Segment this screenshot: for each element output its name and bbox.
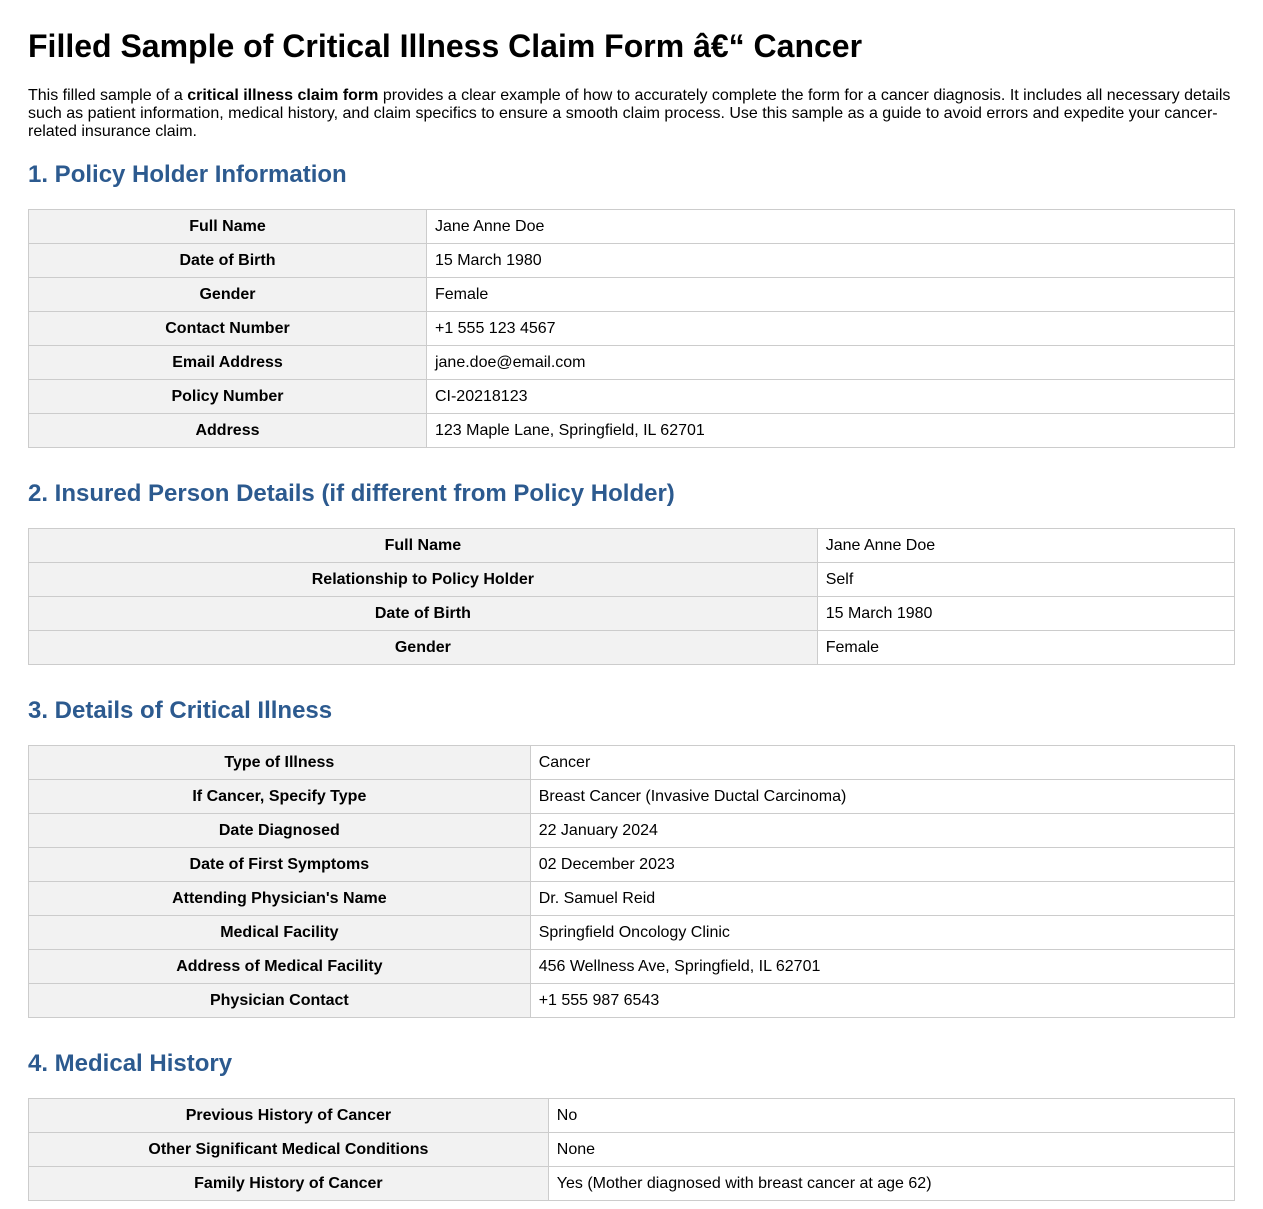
section-table xyxy=(28,528,1235,665)
table-row xyxy=(29,950,1235,984)
field-label: Gender xyxy=(29,278,427,312)
section-heading: 2. Insured Person Details (if different from Policy Holder) xyxy=(28,480,675,507)
table-row xyxy=(29,346,1235,380)
field-value: jane.doe@email.com xyxy=(426,346,1234,380)
field-value: No xyxy=(548,1099,1234,1133)
field-value: 123 Maple Lane, Springfield, IL 62701 xyxy=(426,414,1234,448)
section-heading: 4. Medical History xyxy=(28,1050,233,1077)
section-table xyxy=(28,1098,1235,1201)
field-label: Date of First Symptoms xyxy=(29,848,531,882)
field-value: Breast Cancer (Invasive Ductal Carcinoma) xyxy=(530,780,1234,814)
field-value: 15 March 1980 xyxy=(426,244,1234,278)
field-value: CI-20218123 xyxy=(426,380,1234,414)
field-label: Address xyxy=(29,414,427,448)
field-label: Physician Contact xyxy=(29,984,531,1018)
table-row xyxy=(29,414,1235,448)
field-label: Full Name xyxy=(29,210,427,244)
field-value: Dr. Samuel Reid xyxy=(530,882,1234,916)
intro-text: This filled sample of a xyxy=(28,87,188,104)
field-value: +1 555 987 6543 xyxy=(530,984,1234,1018)
field-label: Medical Facility xyxy=(29,916,531,950)
field-label: Family History of Cancer xyxy=(29,1167,549,1201)
field-label: Policy Number xyxy=(29,380,427,414)
field-label: Address of Medical Facility xyxy=(29,950,531,984)
field-value: Jane Anne Doe xyxy=(817,529,1234,563)
field-label: If Cancer, Specify Type xyxy=(29,780,531,814)
field-label: Contact Number xyxy=(29,312,427,346)
table-row xyxy=(29,916,1235,950)
table-row xyxy=(29,597,1235,631)
table-row xyxy=(29,780,1235,814)
table-row xyxy=(29,1133,1235,1167)
field-value: Self xyxy=(817,563,1234,597)
section-heading: 3. Details of Critical Illness xyxy=(28,697,333,724)
field-label: Date Diagnosed xyxy=(29,814,531,848)
table-row xyxy=(29,210,1235,244)
field-value: 15 March 1980 xyxy=(817,597,1234,631)
intro-paragraph xyxy=(28,87,1235,141)
form-sections xyxy=(28,161,1235,1201)
field-label: Other Significant Medical Conditions xyxy=(29,1133,549,1167)
field-label: Full Name xyxy=(29,529,818,563)
field-value: None xyxy=(548,1133,1234,1167)
field-value: 22 January 2024 xyxy=(530,814,1234,848)
table-row xyxy=(29,529,1235,563)
field-value: Cancer xyxy=(530,746,1234,780)
field-value: 456 Wellness Ave, Springfield, IL 62701 xyxy=(530,950,1234,984)
table-row xyxy=(29,882,1235,916)
table-row xyxy=(29,631,1235,665)
field-value: +1 555 123 4567 xyxy=(426,312,1234,346)
section-table xyxy=(28,745,1235,1018)
field-value: Female xyxy=(426,278,1234,312)
field-value: Female xyxy=(817,631,1234,665)
field-label: Type of Illness xyxy=(29,746,531,780)
table-row xyxy=(29,244,1235,278)
field-value: 02 December 2023 xyxy=(530,848,1234,882)
table-row xyxy=(29,1167,1235,1201)
table-row xyxy=(29,848,1235,882)
table-row xyxy=(29,380,1235,414)
field-label: Email Address xyxy=(29,346,427,380)
table-row xyxy=(29,278,1235,312)
field-label: Previous History of Cancer xyxy=(29,1099,549,1133)
section-heading: 1. Policy Holder Information xyxy=(28,161,347,188)
field-label: Date of Birth xyxy=(29,597,818,631)
page-title: Filled Sample of Critical Illness Claim Form â€“ Cancer xyxy=(28,28,863,64)
field-label: Attending Physician's Name xyxy=(29,882,531,916)
table-row xyxy=(29,563,1235,597)
table-row xyxy=(29,312,1235,346)
field-label: Date of Birth xyxy=(29,244,427,278)
field-label: Gender xyxy=(29,631,818,665)
table-row xyxy=(29,746,1235,780)
field-value: Jane Anne Doe xyxy=(426,210,1234,244)
table-row xyxy=(29,1099,1235,1133)
table-row xyxy=(29,984,1235,1018)
intro-bold: critical illness claim form xyxy=(187,87,379,104)
field-value: Yes (Mother diagnosed with breast cancer at age 62) xyxy=(548,1167,1234,1201)
section-table xyxy=(28,209,1235,448)
table-row xyxy=(29,814,1235,848)
field-label: Relationship to Policy Holder xyxy=(29,563,818,597)
field-value: Springfield Oncology Clinic xyxy=(530,916,1234,950)
intro-text-end: provides a clear example of how to accurately complete the form for a cancer diagnosis. It includes all necessary details such as patient information, medical history, and claim specifics to ensure a smooth claim process. Use this sample as a guide to avoid errors and expedite your cancer-related insurance claim. xyxy=(28,87,1231,140)
